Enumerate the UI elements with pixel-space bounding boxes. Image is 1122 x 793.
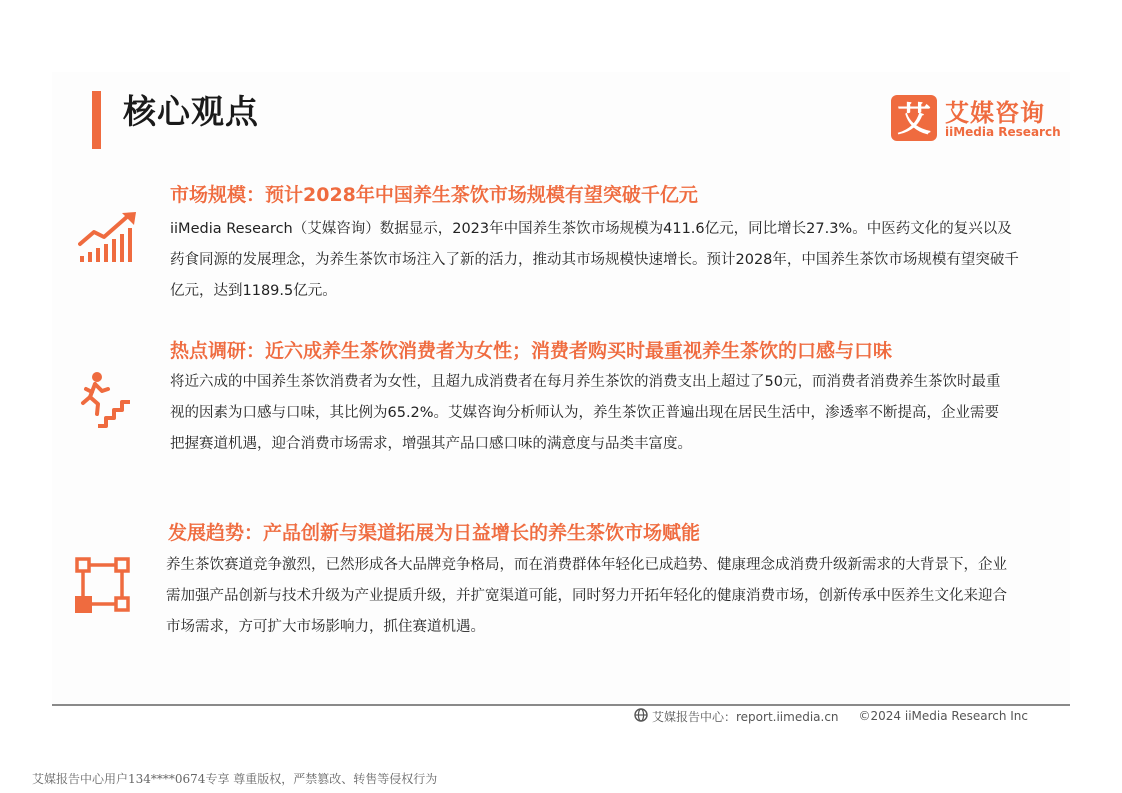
section-heading-trend: 发展趋势：产品创新与渠道拓展为日益增长的养生茶饮市场赋能: [168, 522, 701, 544]
footer: [634, 706, 1028, 726]
section-body-market-size: iiMedia Research（艾媒咨询）数据显示，2023年中国养生茶饮市场规模为411.6亿元，同比增长27.3%。中医药文化的复兴以及药食同源的发展理念，为养生茶饮市场注入了新的活力，推动其市场规模快速增长。预计2028年，中国养生茶饮市场规模有望突破千亿元，达到1189.5亿元。: [170, 221, 1019, 299]
title-accent-bar: [92, 91, 101, 149]
svg-text:艾: 艾: [897, 100, 931, 140]
network-nodes-icon: [74, 556, 132, 618]
climbing-stairs-icon: [80, 370, 134, 434]
user-watermark: 艾媒报告中心用户134****0674专享 尊重版权，严禁篡改、转售等侵权行为: [32, 772, 438, 786]
logo-mark: [891, 95, 937, 141]
growth-chart-icon: [78, 210, 142, 270]
globe-icon: [634, 708, 648, 725]
footer-source-link[interactable]: 艾媒报告中心：report.iimedia.cn: [652, 709, 839, 724]
section-heading-market-size: 市场规模：预计2028年中国养生茶饮市场规模有望突破千亿元: [170, 184, 698, 206]
logo-mark-icon: [891, 95, 937, 141]
iimedia-logo: [891, 93, 1061, 145]
section-heading-hot-survey: 热点调研：近六成养生茶饮消费者为女性；消费者购买时最重视养生茶饮的口感与口味: [170, 340, 893, 362]
section-body-trend: 养生茶饮赛道竞争激烈，已然形成各大品牌竞争格局，而在消费群体年轻化已成趋势、健康理念成消费升级新需求的大背景下，企业需加强产品创新与技术升级为产业提质升级，并扩宽渠道可能，同时努力开拓年轻化的健康消费市场，创新传承中医养生文化来迎合市场需求，方可扩大市场影响力，抓住赛道机遇。: [166, 557, 1007, 635]
section-body-hot-survey: 将近六成的中国养生茶饮消费者为女性，且超九成消费者在每月养生茶饮的消费支出上超过了50元，而消费者消费养生茶饮时最重视的因素为口感与口味，其比例为65.2%。艾媒咨询分析师认为，养生茶饮正普遍出现在居民生活中，渗透率不断提高，企业需要把握赛道机遇，迎合消费市场需求，增强其产品口感口味的满意度与品类丰富度。: [170, 374, 1001, 452]
logo-text-cn: 艾媒咨询: [945, 99, 1045, 127]
page-title: 核心观点: [123, 92, 259, 131]
footer-copyright: ©2024 iiMedia Research Inc: [858, 709, 1029, 723]
logo-text-en: iiMedia Research: [945, 125, 1061, 139]
